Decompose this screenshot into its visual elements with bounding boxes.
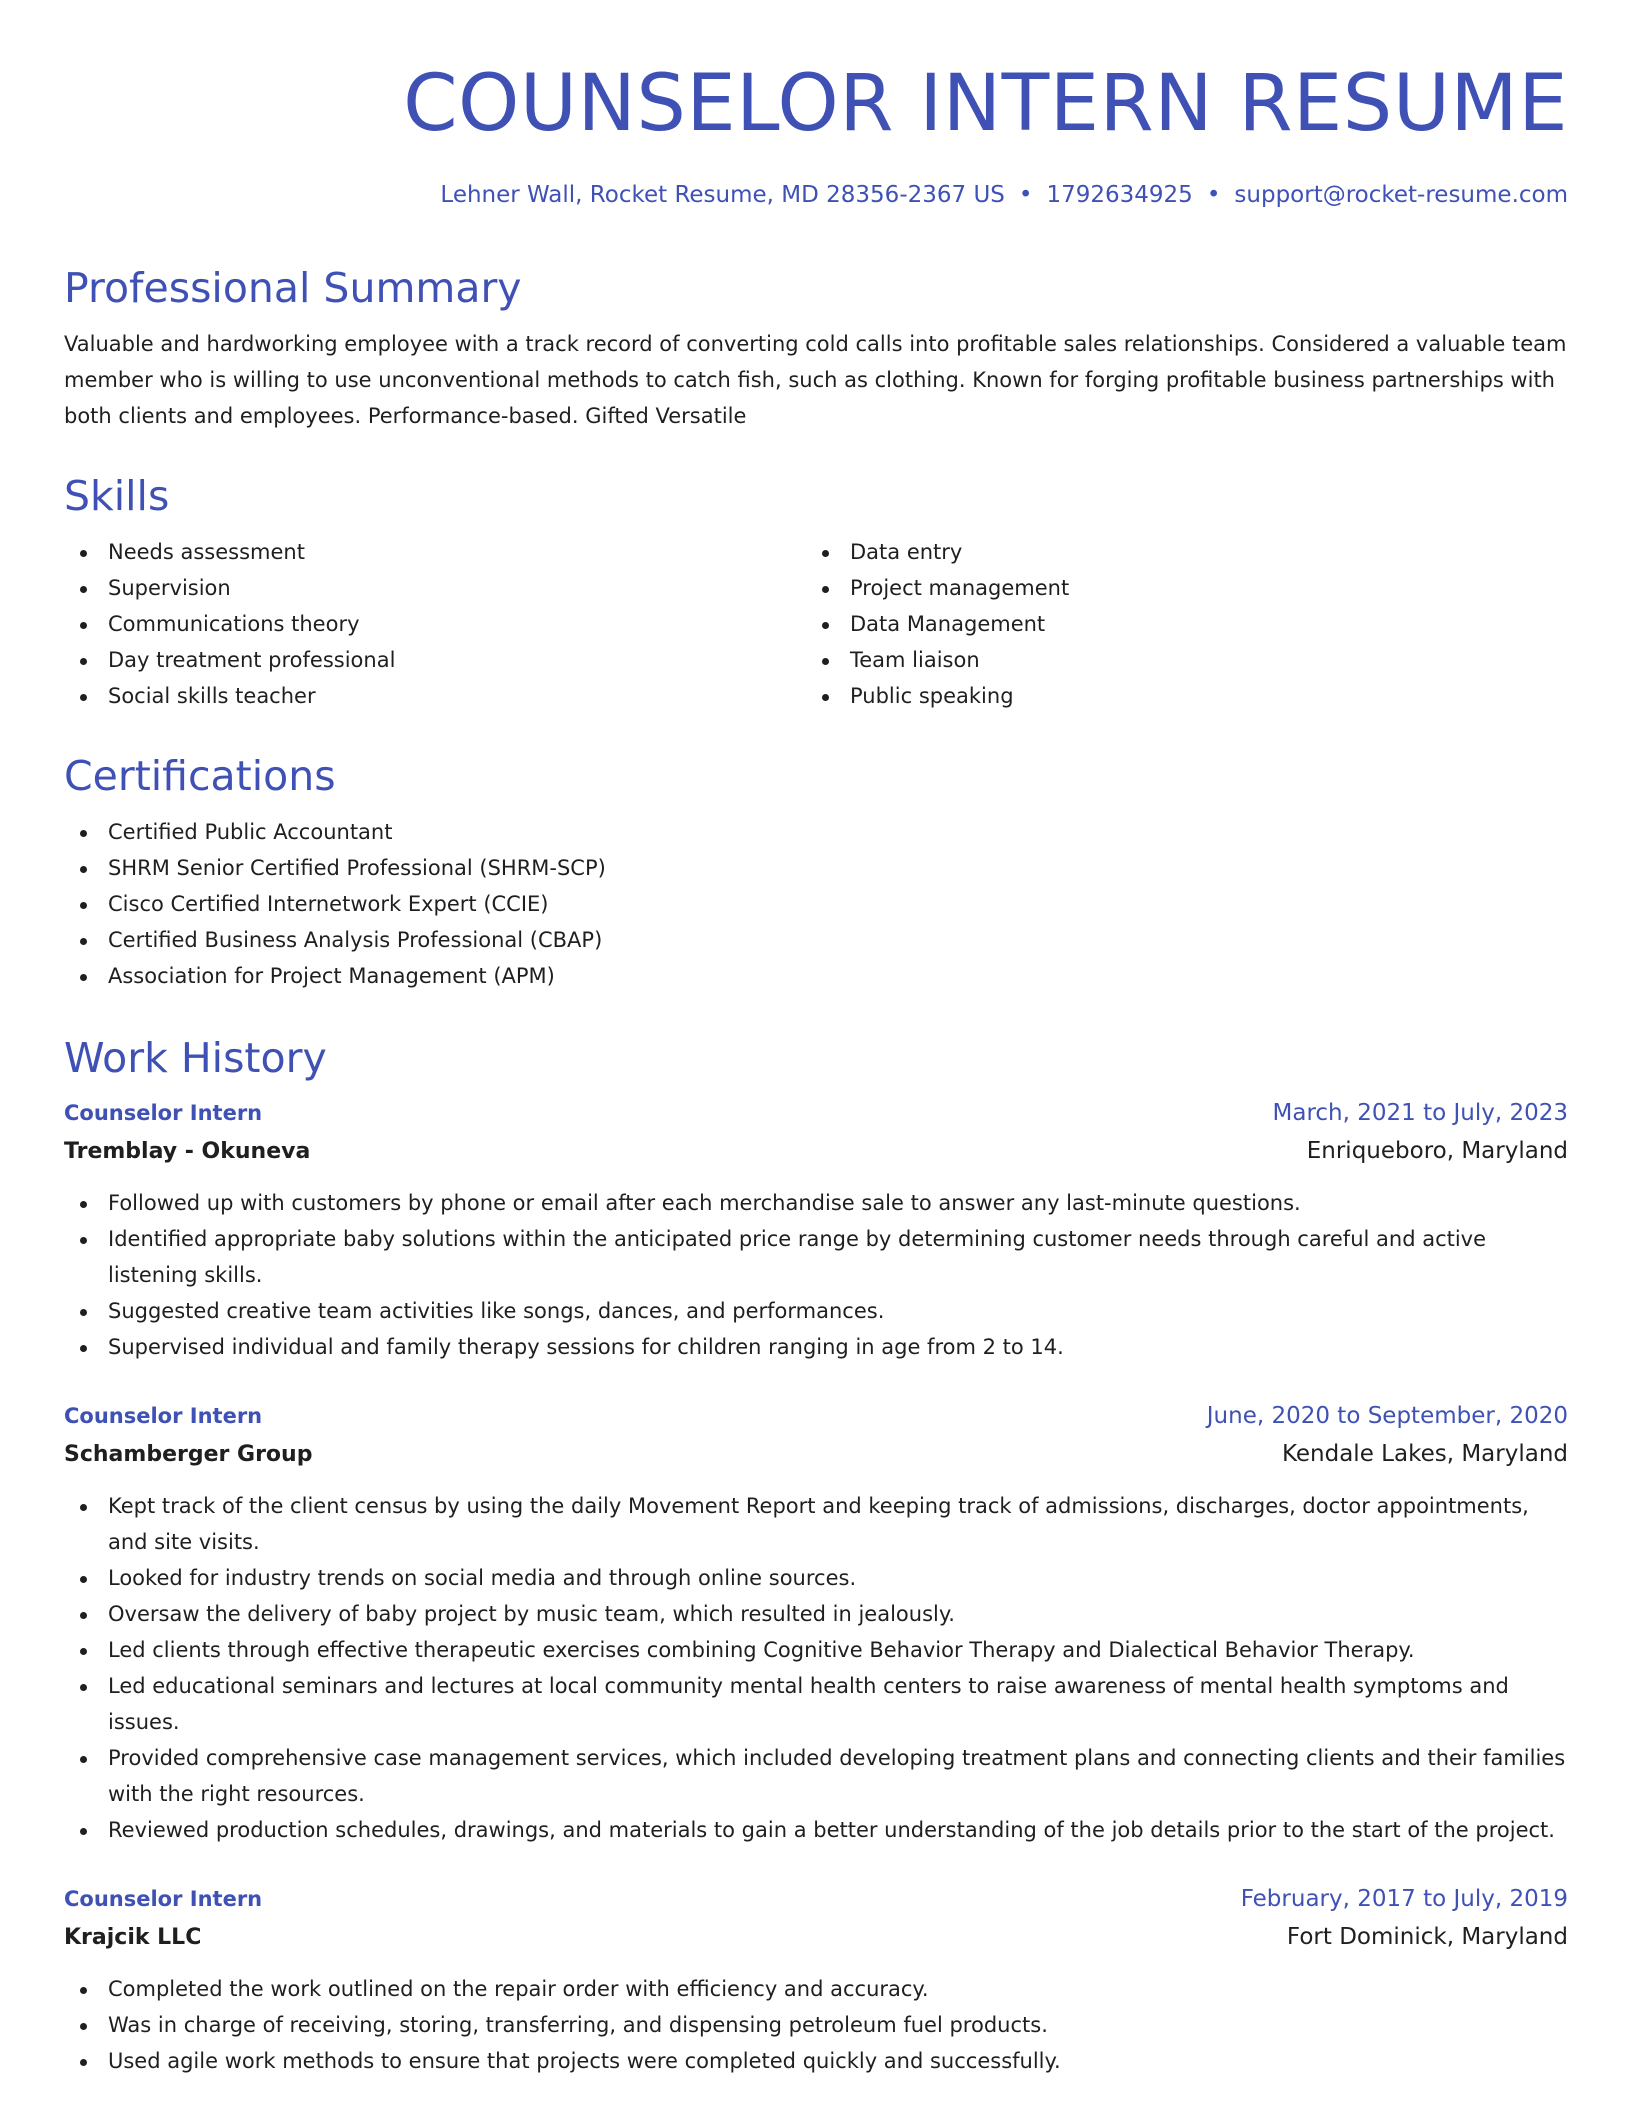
- summary-text: Valuable and hardworking employee with a track record of converting cold calls into profitable sales relationships. Considered a valuable team member who is willing to use unconventional methods to catch fish, such as clothing. Known for forging profitable business partnerships with both clients and employees. Performance-based. Gifted Versatile: [64, 332, 1567, 428]
- job-company: Schamberger Group: [64, 1442, 313, 1467]
- job-bullet: Followed up with customers by phone or email after each merchandise sale to answer any last-minute questions.: [64, 1185, 1568, 1221]
- job-company-row: [64, 1435, 1568, 1474]
- certification-item: Association for Project Management (APM): [64, 958, 1568, 994]
- job-title: Counselor Intern: [64, 1887, 263, 1911]
- resume-page: [64, 0, 1568, 2073]
- job-company: Tremblay - Okuneva: [64, 1139, 311, 1164]
- job-bullet: Kept track of the client census by using the daily Movement Report and keeping track of admissions, discharges, doctor appointments, and site visits.: [64, 1488, 1568, 1560]
- skill-item: Team liaison: [806, 642, 1548, 678]
- job-entry: [64, 1397, 1568, 1848]
- job-bullet: Looked for industry trends on social media and through online sources.: [64, 1560, 1568, 1596]
- skills-list-left: [64, 534, 806, 714]
- certification-item: Cisco Certified Internetwork Expert (CCIE): [64, 886, 1568, 922]
- skill-item: Social skills teacher: [64, 678, 806, 714]
- job-bullet: Supervised individual and family therapy sessions for children ranging in age from 2 to 14.: [64, 1329, 1568, 1365]
- certifications-list: [64, 814, 1568, 994]
- skills-grid: [64, 534, 1568, 714]
- job-bullet: Identified appropriate baby solutions within the anticipated price range by determining customer needs through careful and active listening skills.: [64, 1221, 1568, 1293]
- contact-line: [440, 180, 1568, 210]
- job-bullet: Was in charge of receiving, storing, transferring, and dispensing petroleum fuel products.: [64, 2007, 1568, 2043]
- certifications-heading: Certifications: [64, 752, 336, 800]
- job-location: Fort Dominick, Maryland: [1286, 1924, 1568, 1950]
- job-bullet: Provided comprehensive case management services, which included developing treatment plans and connecting clients and their families with the right resources.: [64, 1740, 1568, 1812]
- skill-item: Needs assessment: [64, 534, 806, 570]
- job-bullet: Led clients through effective therapeutic exercises combining Cognitive Behavior Therapy and Dialectical Behavior Therapy.: [64, 1632, 1568, 1668]
- job-bullet: Suggested creative team activities like songs, dances, and performances.: [64, 1293, 1568, 1329]
- contact-separator: •: [1018, 182, 1033, 208]
- job-location: Kendale Lakes, Maryland: [1281, 1441, 1568, 1467]
- skill-item: Project management: [806, 570, 1548, 606]
- summary-section: [64, 262, 1568, 434]
- skill-item: Data Management: [806, 606, 1548, 642]
- job-bullet-list: [64, 1488, 1568, 1848]
- certification-item: Certified Public Accountant: [64, 814, 1568, 850]
- skills-heading: Skills: [64, 472, 170, 520]
- skills-section: [64, 470, 1568, 714]
- job-header-row: [64, 1397, 1568, 1435]
- contact-email[interactable]: support@rocket-resume.com: [1234, 182, 1568, 208]
- skill-item: Communications theory: [64, 606, 806, 642]
- job-bullet: Led educational seminars and lectures at local community mental health centers to raise awareness of mental health symptoms and issues.: [64, 1668, 1568, 1740]
- job-bullet-list: [64, 1971, 1568, 2079]
- job-entry: [64, 1880, 1568, 2079]
- job-bullet: Completed the work outlined on the repair order with efficiency and accuracy.: [64, 1971, 1568, 2007]
- job-company-row: [64, 1132, 1568, 1171]
- work-heading: Work History: [64, 1034, 327, 1082]
- job-entry: [64, 1094, 1568, 1365]
- job-bullet: Used agile work methods to ensure that projects were completed quickly and successfully.: [64, 2043, 1568, 2079]
- job-bullet: Reviewed production schedules, drawings, and materials to gain a better understanding of the job details prior to the start of the project.: [64, 1812, 1568, 1848]
- job-dates: February, 2017 to July, 2019: [1240, 1886, 1568, 1912]
- skills-list-right: [806, 534, 1548, 714]
- contact-separator: •: [1206, 182, 1221, 208]
- job-header-row: [64, 1880, 1568, 1918]
- skill-item: Day treatment professional: [64, 642, 806, 678]
- job-dates: June, 2020 to September, 2020: [1206, 1403, 1568, 1429]
- work-section: [64, 1032, 1568, 2079]
- skill-item: Supervision: [64, 570, 806, 606]
- skill-item: Data entry: [806, 534, 1548, 570]
- certifications-section: [64, 750, 1568, 994]
- contact-phone: 1792634925: [1046, 182, 1193, 208]
- job-dates: March, 2021 to July, 2023: [1272, 1100, 1568, 1126]
- summary-heading: Professional Summary: [64, 264, 522, 312]
- job-company: Krajcik LLC: [64, 1925, 202, 1950]
- job-bullet: Oversaw the delivery of baby project by music team, which resulted in jealously.: [64, 1596, 1568, 1632]
- job-company-row: [64, 1918, 1568, 1957]
- certification-item: SHRM Senior Certified Professional (SHRM-SCP): [64, 850, 1568, 886]
- job-title: Counselor Intern: [64, 1101, 263, 1125]
- job-bullet-list: [64, 1185, 1568, 1365]
- certification-item: Certified Business Analysis Professional (CBAP): [64, 922, 1568, 958]
- job-location: Enriqueboro, Maryland: [1306, 1138, 1568, 1164]
- job-title: Counselor Intern: [64, 1404, 263, 1428]
- resume-title: COUNSELOR INTERN RESUME: [403, 59, 1568, 149]
- job-header-row: [64, 1094, 1568, 1132]
- skill-item: Public speaking: [806, 678, 1548, 714]
- contact-address: Lehner Wall, Rocket Resume, MD 28356-2367 US: [440, 182, 1005, 208]
